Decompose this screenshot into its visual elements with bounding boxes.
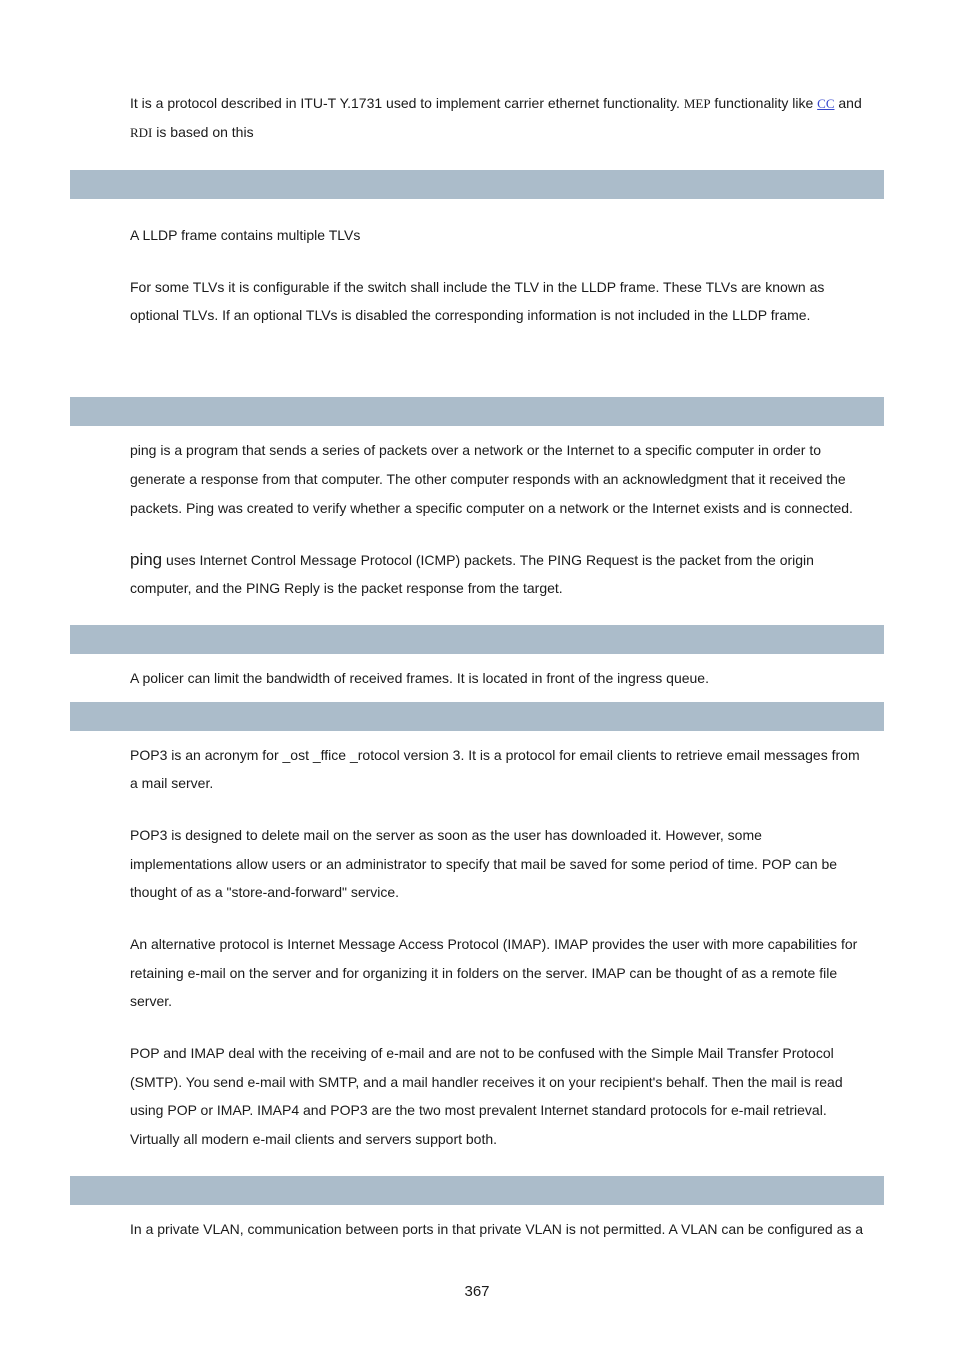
pop3-paragraph-2-line-3: thought of as a "store-and-forward" service. [130,884,400,900]
pop3-paragraph-1-line-2: a mail server. [130,775,214,791]
section-header-bar-ping [70,397,884,426]
section-header-bar-lldp [70,170,884,199]
lldp-paragraph-1: A LLDP frame contains multiple TLVs [130,227,361,243]
cc-link[interactable]: CC [817,96,835,111]
pvlan-paragraph-1-line-1: In a private VLAN, communication between ports in that private VLAN is not permitted. A VLAN can be configured as a [130,1221,864,1237]
rdi-term: RDI [130,125,153,140]
intro-line-1 [130,94,862,113]
pop3-paragraph-2-line-2: implementations allow users or an administrator to specify that mail be saved for some period of time. POP can be [130,856,838,872]
ping-paragraph-1-line-1: ping is a program that sends a series of packets over a network or the Internet to a specific computer in order to [130,442,822,458]
lldp-paragraph-2-line-1: For some TLVs it is configurable if the switch shall include the TLV in the LLDP frame. These TLVs are known as [130,279,825,295]
pop3-paragraph-4-line-2: (SMTP). You send e-mail with SMTP, and a mail handler receives it on your recipient's behalf. Then the mail is read [130,1074,843,1090]
pop3-paragraph-1-line-1: POP3 is an acronym for _ost _ffice _rotocol version 3. It is a protocol for email clients to retrieve email messages from [130,747,860,763]
pop3-paragraph-4-line-3: using POP or IMAP. IMAP4 and POP3 are the two most prevalent Internet standard protocols for e-mail retrieval. [130,1102,827,1118]
ping-term: ping [130,550,163,569]
intro-text-b: functionality like [710,95,818,111]
policer-paragraph-1: A policer can limit the bandwidth of received frames. It is located in front of the ingress queue. [130,670,709,686]
pop3-paragraph-4-line-4: Virtually all modern e-mail clients and servers support both. [130,1131,498,1147]
intro-text-a: It is a protocol described in ITU-T Y.1731 used to implement carrier ethernet functionality. [130,95,684,111]
section-header-bar-policer [70,625,884,654]
intro-text-d: is based on this [152,124,254,140]
pop3-paragraph-3-line-2: retaining e-mail on the server and for organizing it in folders on the server. IMAP can be thought of as a remote file [130,965,838,981]
intro-line-2 [130,123,254,142]
ping-paragraph-2-line-2: computer, and the PING Reply is the packet response from the target. [130,580,563,596]
ping-paragraph-1-line-3: packets. Ping was created to verify whether a specific computer on a network or the Internet exists and is connected. [130,500,853,516]
pop3-paragraph-4-line-1: POP and IMAP deal with the receiving of e-mail and are not to be confused with the Simple Mail Transfer Protocol [130,1045,834,1061]
pop3-paragraph-3-line-3: server. [130,993,173,1009]
section-header-bar-private-vlan [70,1176,884,1205]
page-number: 367 [464,1283,490,1300]
section-header-bar-pop3 [70,702,884,731]
ping-paragraph-2-line-1 [130,551,814,569]
intro-text-c: and [834,95,862,111]
lldp-paragraph-2-line-2: optional TLVs. If an optional TLVs is disabled the corresponding information is not included in the LLDP frame. [130,307,811,323]
pop3-paragraph-3-line-1: An alternative protocol is Internet Message Access Protocol (IMAP). IMAP provides the user with more capabilities for [130,936,858,952]
ping-paragraph-2-text: uses Internet Control Message Protocol (ICMP) packets. The PING Request is the packet from the origin [162,552,814,568]
pop3-paragraph-2-line-1: POP3 is designed to delete mail on the server as soon as the user has downloaded it. However, some [130,827,762,843]
ping-paragraph-1-line-2: generate a response from that computer. The other computer responds with an acknowledgment that it received the [130,471,846,487]
mep-term: MEP [683,96,711,111]
